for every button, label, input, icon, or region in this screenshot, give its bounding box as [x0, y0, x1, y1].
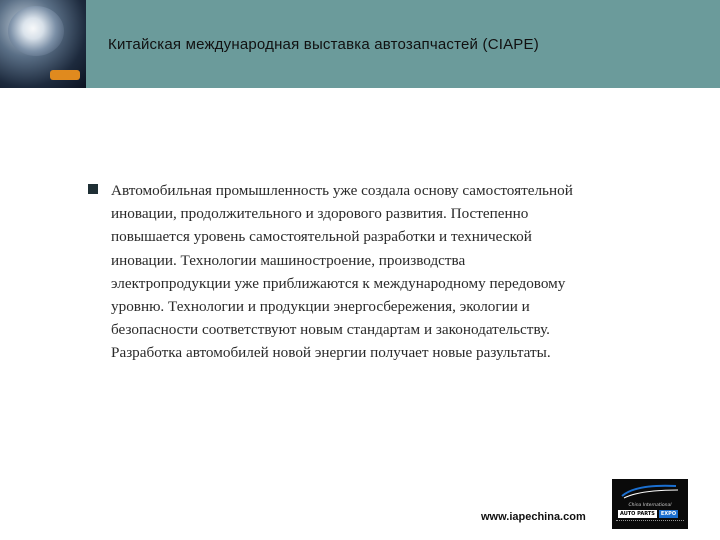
logo-chinese-line: [616, 520, 684, 524]
footer-url[interactable]: www.iapechina.com: [481, 511, 586, 523]
logo-badge-right: EXPO: [660, 511, 677, 517]
bullet-square-icon: [88, 184, 98, 194]
headlight-lamp: [8, 6, 64, 56]
slide-title: Китайская международная выставка автозапчастей (CIAPE): [108, 36, 539, 53]
header-band: [0, 0, 720, 88]
logo-badge: [618, 510, 682, 518]
ciape-logo: [612, 479, 688, 529]
logo-badge-left: AUTO PARTS: [620, 511, 655, 517]
logo-subtitle: China International: [628, 503, 672, 508]
ciape-logo-mark: [616, 482, 684, 502]
headlight-photo: [0, 0, 86, 88]
body-paragraph: Автомобильная промышленность уже создала основу самостоятельной иновации, продолжительного и здорового развития. Постепенно повышается уровень самостоятельной разработки и технической иновации. Технологии машиностроение, производства электропродукции уже приближаются к международному передовому уровню. Технологии и продукции энергосбережения, экологии и безопасности соответствуют новым стандартам и законодательству. Разработка автомобилей новой энергии получает новые разультаты.: [111, 182, 573, 362]
turn-signal-accent: [50, 70, 80, 80]
